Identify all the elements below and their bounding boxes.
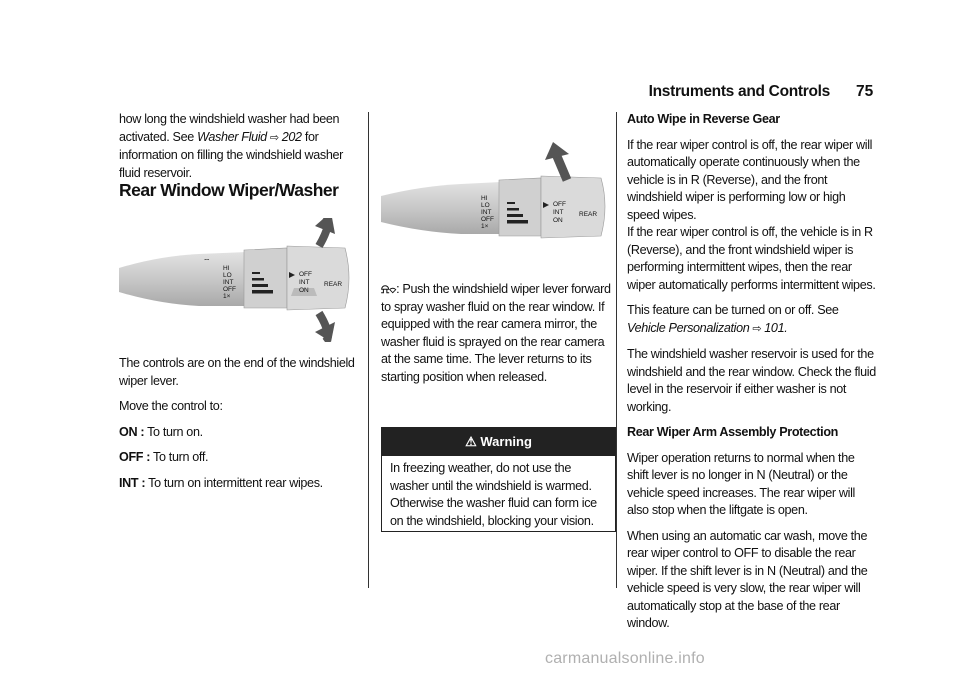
svg-text:REAR: REAR — [579, 211, 598, 218]
vehicle-personalization-link[interactable]: Vehicle Personalization — [627, 320, 750, 335]
wiper-icon: ⌔ — [203, 257, 211, 266]
svg-text:LO: LO — [223, 272, 232, 279]
svg-text:INT: INT — [553, 209, 564, 216]
warning-icon: ⚠ — [465, 434, 477, 449]
page-ref[interactable]: 202 — [281, 129, 302, 144]
rear-washer-icon: ⍾⌔ — [381, 282, 397, 296]
move-paragraph: Move the control to: — [119, 399, 223, 413]
column-2 — [381, 281, 614, 394]
svg-text:INT: INT — [223, 279, 234, 286]
column-3 — [627, 111, 877, 641]
svg-text:ON: ON — [553, 217, 563, 224]
svg-text:ON: ON — [299, 287, 309, 294]
paragraph: Wiper operation returns to normal when the shift lever is no longer in N (Neutral) or the vehicle speed increases. The rear wiper will also stop when the liftgate is open. — [627, 450, 855, 517]
washer-fluid-link[interactable]: Washer Fluid — [197, 129, 267, 144]
svg-text:1×: 1× — [223, 293, 231, 300]
push-paragraph: ⍾⌔: Push the windshield wiper lever forward to spray washer fluid on the rear window. If equipped with the rear camera mirror, the washer fluid is sprayed on the rear camera at the same time. The lever returns to its starting position when released. — [381, 282, 611, 384]
svg-text:INT: INT — [299, 279, 310, 286]
section-header: Instruments and Controls — [648, 83, 830, 100]
svg-text:HI: HI — [481, 195, 488, 202]
paragraph: The windshield washer reservoir is used for the windshield and the rear window. Check the fluid level in the reservoir if either washer is not working. — [627, 347, 876, 414]
column-divider — [616, 112, 617, 588]
heading-arm-protection: Rear Wiper Arm Assembly Protection — [627, 425, 839, 439]
off-item: OFF : To turn off. — [119, 450, 209, 464]
int-item: INT : To turn on intermittent rear wipes. — [119, 475, 323, 490]
svg-text:OFF: OFF — [553, 201, 566, 208]
page-ref-arrow-icon: ⇨ — [752, 322, 762, 335]
warning-header: ⚠ Warning — [382, 428, 615, 456]
on-item: ON : To turn on. — [119, 424, 203, 439]
push-arrow-icon — [556, 154, 567, 180]
warning-box — [381, 427, 616, 532]
paragraph: If the rear wiper control is off, the vehicle is in R (Reverse), and the front windshield wiper is performing intermittent wipes, then the rear wiper automatically performs intermittent wipes. — [627, 225, 876, 292]
rear-wiper-lever-figure — [119, 218, 359, 342]
intro-paragraph: how long the windshield washer had been activated. See Washer Fluid ⇨ 202 for information on filling the windshield washer fluid reservoir. — [119, 112, 344, 180]
paragraph: When using an automatic car wash, move the rear wiper control to OFF to disable the rear wiper. If the shift lever is in N (Neutral) and the vehicle speed is very slow, the rear wiper will automatically stop at the base of the rear window. — [627, 528, 868, 630]
section-title: Rear Window Wiper/Washer — [119, 180, 339, 200]
svg-text:OFF: OFF — [481, 216, 494, 223]
warning-text: In freezing weather, do not use the washer until the windshield is warmed. Otherwise the washer fluid can form ice on the windshield, blocking your vision. — [390, 461, 597, 528]
page-ref[interactable]: 101 — [764, 320, 785, 335]
page-ref-arrow-icon: ⇨ — [269, 131, 279, 144]
svg-text:OFF: OFF — [299, 271, 312, 278]
lever-label-hi: HI — [223, 265, 230, 272]
svg-text:LO: LO — [481, 202, 490, 209]
paragraph: If the rear wiper control is off, the rear wiper will automatically operate continuously when the vehicle is in R (Reverse), and the front windshield wiper is performing low or high speed wipes. — [627, 137, 873, 222]
paragraph: This feature can be turned on or off. See Vehicle Personalization ⇨ 101. — [627, 303, 839, 335]
watermark: carmanualsonline.info — [545, 650, 705, 667]
page-number: 75 — [856, 83, 874, 100]
column-1-lower — [119, 355, 359, 500]
rear-washer-lever-figure — [381, 140, 614, 250]
svg-text:OFF: OFF — [223, 286, 236, 293]
heading-auto-wipe: Auto Wipe in Reverse Gear — [627, 112, 780, 126]
column-1 — [119, 111, 359, 190]
svg-text:1×: 1× — [481, 223, 489, 230]
controls-paragraph: The controls are on the end of the windshield wiper lever. — [119, 356, 355, 388]
column-divider — [368, 112, 369, 588]
svg-text:REAR: REAR — [324, 281, 343, 288]
svg-text:INT: INT — [481, 209, 492, 216]
